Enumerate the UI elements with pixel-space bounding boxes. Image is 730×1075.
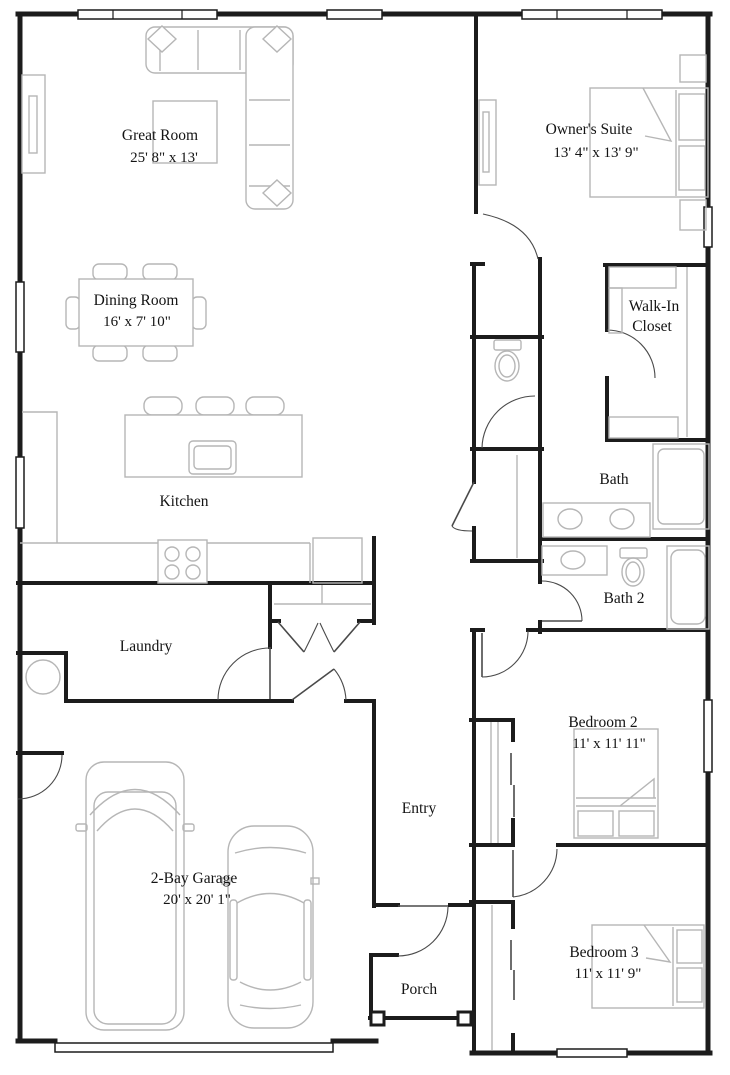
owners-suite-label: Owner's Suite <box>545 121 633 138</box>
car-mirror <box>311 878 319 884</box>
great-room-furniture <box>22 26 293 209</box>
closet-shelf <box>609 417 678 438</box>
media-console <box>22 75 45 173</box>
kitchen-window <box>16 457 24 528</box>
dining-chair <box>143 345 177 361</box>
walk-in-closet-door-swing <box>607 330 655 378</box>
windows <box>16 10 712 1057</box>
owners-suite-dims: 13' 4" x 13' 9" <box>553 145 639 161</box>
great-room-window <box>78 10 217 19</box>
dining-chair <box>143 264 177 280</box>
garage-service-door-swing <box>18 755 62 799</box>
closet-shelf <box>609 288 622 333</box>
bedroom3-closet-doors <box>511 940 514 1000</box>
toilet-tank <box>620 548 647 558</box>
bath2-label: Bath 2 <box>603 590 645 607</box>
great-room-dims: 25' 8" x 13' <box>130 150 198 166</box>
car <box>228 826 313 1028</box>
garage-dims: 20' x 20' 1" <box>163 892 231 908</box>
pillow <box>619 811 654 836</box>
bar-stool <box>144 397 182 415</box>
bath2-vanity <box>542 546 607 575</box>
dining-chair <box>93 345 127 361</box>
dining-furniture <box>66 264 206 361</box>
owners-suite-furniture <box>479 55 708 230</box>
water-closet-door-swing <box>482 396 535 448</box>
toilet-tank <box>494 340 521 350</box>
interior-walls <box>18 14 708 1053</box>
nightstand <box>680 55 706 82</box>
closet-shelf <box>609 267 676 288</box>
nightstand <box>680 200 706 230</box>
garage-door <box>55 1043 333 1052</box>
porch-post <box>458 1012 471 1025</box>
laundry-fixtures <box>26 660 60 694</box>
owners-suite-side-window <box>704 207 712 247</box>
sink <box>561 551 585 569</box>
dining-chair <box>192 297 206 329</box>
dining-table <box>79 279 193 346</box>
bedroom3-window <box>557 1049 627 1057</box>
pillow <box>578 811 613 836</box>
owners-suite-window <box>522 10 662 19</box>
bedroom2-dims: 11' x 11' 11" <box>572 736 646 752</box>
laundry-label: Laundry <box>119 638 173 655</box>
car-window <box>230 900 237 980</box>
pillow <box>677 968 702 1002</box>
hall-closet-doors <box>278 622 360 652</box>
closet-shelving <box>274 267 687 1050</box>
top-window-2 <box>327 10 382 19</box>
sink <box>558 509 582 529</box>
linen-door-leaf <box>452 482 474 526</box>
pillow <box>677 930 702 963</box>
dining-room-dims: 16' x 7' 10" <box>103 314 171 330</box>
great-room-label: Great Room <box>121 127 199 144</box>
car-window <box>304 900 311 980</box>
walk-in-closet-label: Walk-In <box>628 298 680 315</box>
bedroom2-window <box>704 700 712 772</box>
owners-bed <box>590 88 708 197</box>
entry-label: Entry <box>401 800 437 817</box>
bedroom3-label: Bedroom 3 <box>569 944 639 961</box>
water-heater <box>26 660 60 694</box>
bar-stool <box>196 397 234 415</box>
bath-shower <box>653 444 709 529</box>
dining-window <box>16 282 24 352</box>
bedroom2-closet-doors <box>511 753 514 817</box>
kitchen-fixtures <box>20 397 362 583</box>
pillow <box>679 94 705 140</box>
walk-in-closet-label2: Closet <box>632 318 672 335</box>
porch-post <box>371 1012 384 1025</box>
bedroom3-dims: 11' x 11' 9" <box>574 966 642 982</box>
bedroom2-label: Bedroom 2 <box>568 714 638 731</box>
bath-label: Bath <box>599 471 629 488</box>
pillow <box>679 146 705 190</box>
refrigerator <box>313 538 362 583</box>
garage-entry-door-leaf <box>292 669 334 700</box>
sink <box>610 509 634 529</box>
kitchen-label: Kitchen <box>159 493 209 510</box>
stove <box>158 540 207 583</box>
dining-chair <box>66 297 80 329</box>
dining-room-label: Dining Room <box>93 292 179 309</box>
porch-label: Porch <box>400 981 438 998</box>
bath2-tub <box>667 546 709 629</box>
dining-chair <box>93 264 127 280</box>
owners-suite-door-swing <box>483 214 538 259</box>
exterior-walls <box>18 14 710 1053</box>
bar-stool <box>246 397 284 415</box>
garage-label: 2-Bay Garage <box>150 870 238 887</box>
